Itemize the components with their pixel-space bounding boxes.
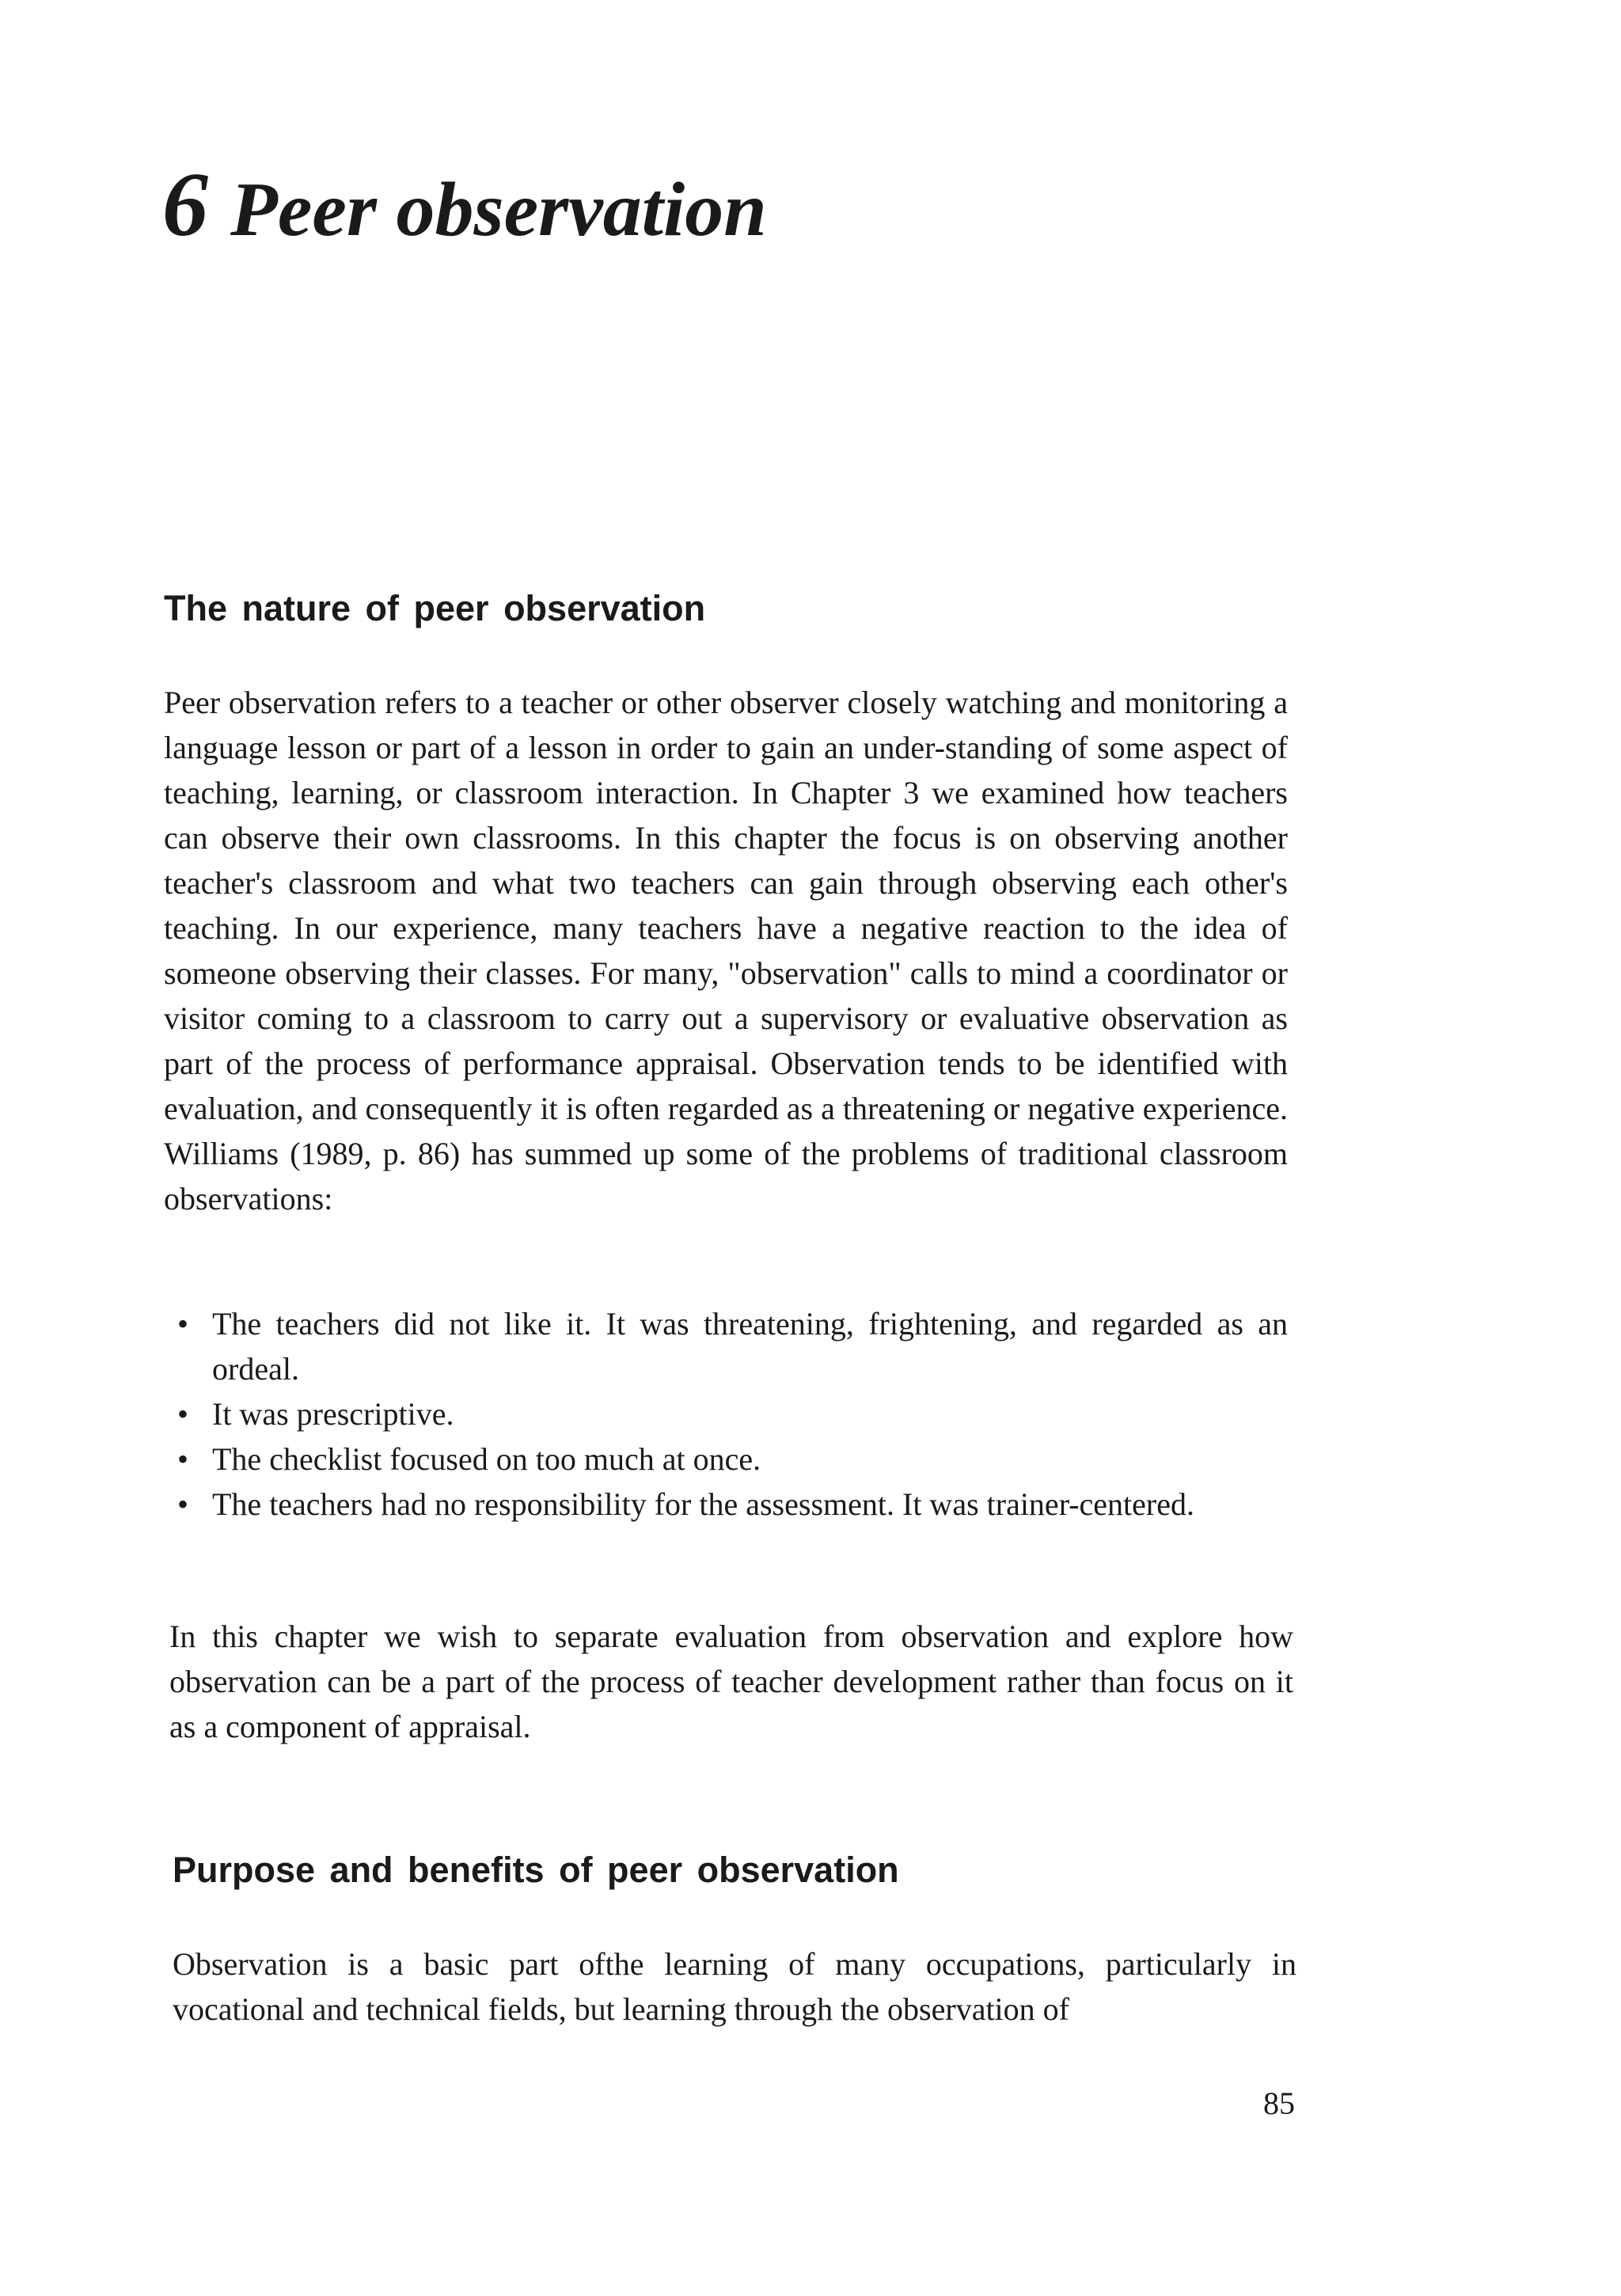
paragraph-nature-intro: Peer observation refers to a teacher or other observer closely watching and monitoring a language lesson or part of a lesson in order to gain an under-standing of some aspect of teaching, learning, or classroom interaction. In Chapter 3 we examined how teachers can observe their own classrooms. In this chapter the focus is on observing another teacher's classroom and what two teachers can gain through observing each other's teaching. In our experience, many teachers have a negative reaction to the idea of someone observing their classes. For many, "observation" calls to mind a coordinator or visitor coming to a classroom to carry out a supervisory or evaluative observation as part of the process of performance appraisal. Observation tends to be identified with evaluation, and consequently it is often regarded as a threatening or negative experience. Williams (1989, p. 86) has summed up some of the problems of traditional classroom observations: xyxy=(164,685,1288,1216)
bullet-icon: • xyxy=(177,1306,189,1342)
chapter-title xyxy=(162,150,767,260)
paragraph-purpose-intro: Observation is a basic part ofthe learning of many occupations, particularly in vocational and technical fields, but learning through the observation of xyxy=(173,1946,1296,2027)
list-item xyxy=(169,1482,1288,1527)
bullet-icon: • xyxy=(177,1486,189,1522)
bullet-icon: • xyxy=(177,1396,189,1432)
list-item-text: The teachers did not like it. It was threatening, frightening, and regarded as an ordeal. xyxy=(212,1306,1288,1387)
chapter-number: 6 xyxy=(162,154,208,256)
page-number: 85 xyxy=(1263,2085,1295,2121)
list-item xyxy=(169,1301,1288,1391)
list-item-text: The teachers had no responsibility for the assessment. It was trainer-centered. xyxy=(212,1486,1194,1522)
problems-bullet-list xyxy=(169,1301,1288,1527)
paragraph-nature-closing: In this chapter we wish to separate evaluation from observation and explore how observation can be a part of the process of teacher development rather than focus on it as a component of appraisal. xyxy=(169,1619,1293,1744)
list-item xyxy=(169,1391,1288,1436)
list-item-text: The checklist focused on too much at once. xyxy=(212,1441,761,1477)
chapter-title-text: Peer observation xyxy=(230,167,767,252)
list-item xyxy=(169,1436,1288,1482)
list-item-text: It was prescriptive. xyxy=(212,1396,454,1432)
section-heading-purpose: Purpose and benefits of peer observation xyxy=(173,1850,899,1890)
bullet-icon: • xyxy=(177,1441,189,1477)
section-heading-nature: The nature of peer observation xyxy=(164,588,706,628)
